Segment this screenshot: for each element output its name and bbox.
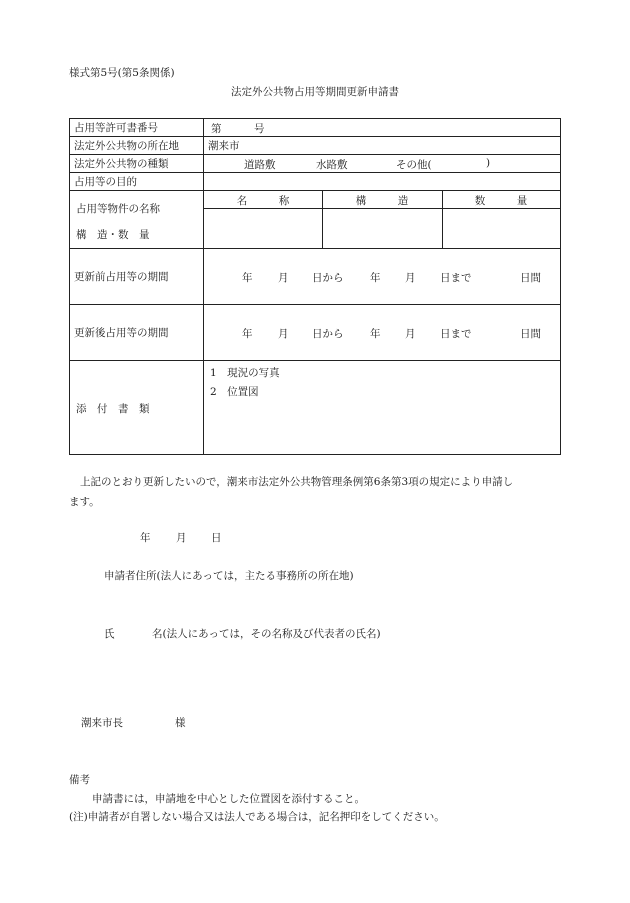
object-label-cell [70, 191, 204, 249]
statement-line2: ます。 [69, 496, 100, 508]
object-col-structure: 構 造 [355, 195, 409, 207]
after-nen2: 年 [370, 327, 381, 340]
after-nichikan: 日間 [520, 327, 541, 340]
row-permit-number [70, 119, 561, 137]
attachments-label-cell [70, 361, 204, 455]
row-object [70, 191, 561, 249]
row-location [70, 137, 561, 155]
addressee: 潮来市長 [81, 717, 123, 729]
after-period-label: 更新後占用等の期間 [70, 305, 204, 361]
object-header-divider [204, 208, 560, 209]
applicant-name-rest: 名(法人にあっては，その名称及び代表者の氏名) [152, 628, 381, 640]
permit-go: 号 [254, 123, 265, 135]
form-number: 様式第5号(第5条関係) [69, 67, 175, 79]
row-before-period [70, 249, 561, 305]
addressee-sama: 様 [175, 717, 186, 729]
location-value[interactable]: 潮来市 [204, 137, 561, 155]
application-table [69, 118, 561, 455]
after-period-cell[interactable] [204, 305, 561, 361]
attachment-item-2: 2 位置図 [210, 386, 259, 398]
before-nen1: 年 [242, 271, 253, 284]
permit-dai: 第 [211, 123, 222, 135]
location-label: 法定外公共物の所在地 [70, 137, 204, 155]
note-1: 申請書には，申請地を中心とした位置図を添付すること。 [92, 793, 365, 805]
before-period-label: 更新前占用等の期間 [70, 249, 204, 305]
attachments-cell[interactable] [204, 361, 561, 455]
form-title: 法定外公共物占用等期間更新申請書 [231, 86, 399, 98]
row-after-period [70, 305, 561, 361]
date-hi: 日 [211, 532, 222, 544]
type-other-close: ) [486, 157, 491, 169]
object-label-line1: 占用等物件の名称 [76, 203, 160, 215]
object-col-name: 名 称 [236, 195, 290, 207]
before-nichikan: 日間 [520, 271, 541, 284]
type-cell[interactable] [204, 155, 561, 173]
before-nen2: 年 [370, 271, 381, 284]
after-tsuki2: 月 [405, 327, 416, 340]
attachments-label: 添 付 書 類 [76, 403, 150, 415]
purpose-value[interactable] [204, 173, 561, 191]
applicant-name-shi: 氏 [104, 628, 115, 640]
note-2: (注)申請者が自署しない場合又は法人である場合は，記名押印をしてください。 [69, 811, 445, 823]
after-hi-kara: 日から [312, 327, 344, 340]
object-cell [204, 191, 561, 249]
type-label: 法定外公共物の種類 [70, 155, 204, 173]
date-nen: 年 [140, 532, 151, 544]
row-purpose [70, 173, 561, 191]
purpose-label: 占用等の目的 [70, 173, 204, 191]
type-other: その他( [396, 159, 432, 171]
permit-number-cell[interactable] [204, 119, 561, 137]
row-type [70, 155, 561, 173]
date-tsuki: 月 [176, 532, 187, 544]
after-nen1: 年 [242, 327, 253, 340]
permit-number-label: 占用等許可書番号 [70, 119, 204, 137]
after-hi-made: 日まで [440, 327, 472, 340]
attachment-item-1: 1 現況の写真 [210, 367, 280, 379]
object-col-quantity: 数 量 [474, 195, 528, 207]
statement-line1: 上記のとおり更新したいので，潮来市法定外公共物管理条例第6条第3項の規定により申請し [80, 476, 514, 488]
before-hi-kara: 日から [312, 271, 344, 284]
applicant-address: 申請者住所(法人にあっては，主たる事務所の所在地) [104, 570, 354, 582]
after-tsuki1: 月 [278, 327, 289, 340]
before-tsuki1: 月 [278, 271, 289, 284]
type-waterway: 水路敷 [316, 159, 348, 171]
object-label-line2: 構 造・数 量 [76, 229, 150, 241]
before-period-cell[interactable] [204, 249, 561, 305]
type-road: 道路敷 [244, 159, 276, 171]
before-tsuki2: 月 [405, 271, 416, 284]
notes-heading: 備考 [69, 774, 90, 786]
row-attachments [70, 361, 561, 455]
before-hi-made: 日まで [440, 271, 472, 284]
